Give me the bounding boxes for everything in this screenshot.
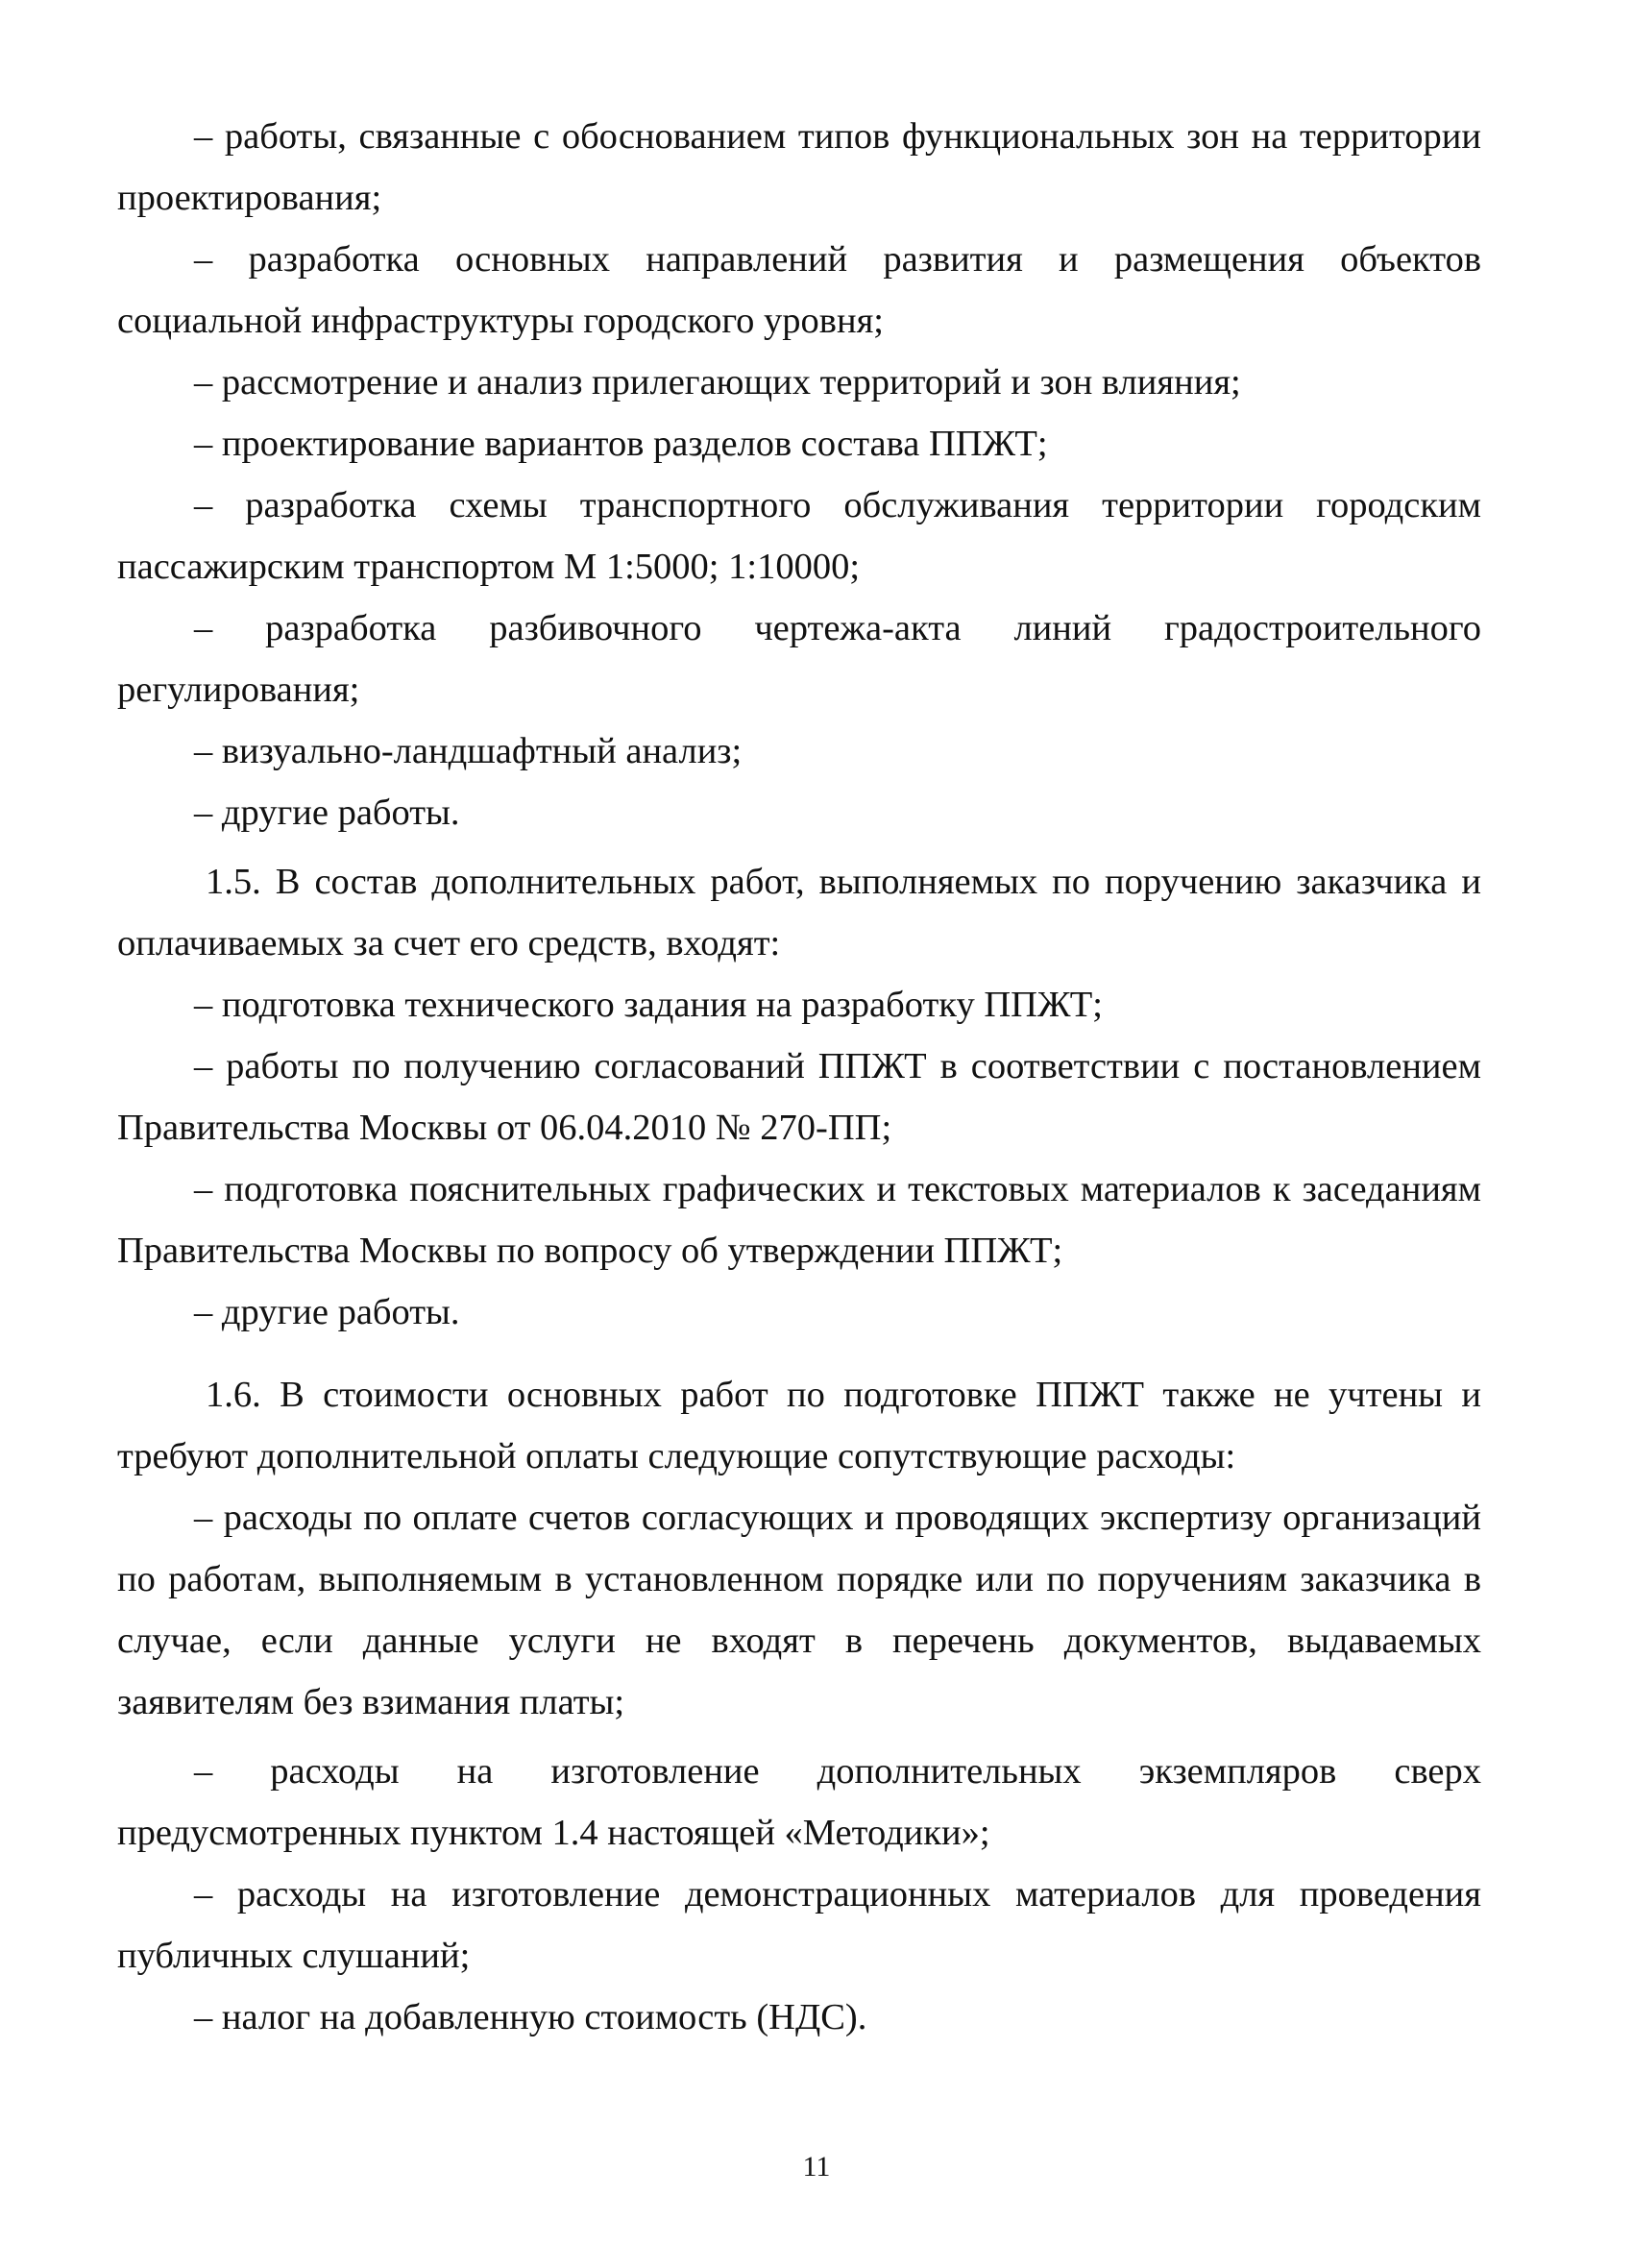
list-item: – разработка основных направлений развития и размещения объектов социальной инфраструктуры городского уровня; — [117, 239, 1481, 341]
list-item: – другие работы. — [194, 1292, 460, 1332]
list-item: – другие работы. — [194, 793, 460, 833]
section-paragraph-1-5: 1.5. В состав дополнительных работ, выполняемых по поручению заказчика и оплачиваемых за счет его средств, входят: — [117, 862, 1481, 963]
list-item: – расходы на изготовление дополнительных экземпляров сверх предусмотренных пунктом 1.4 настоящей «Методики»; — [117, 1751, 1481, 1853]
list-item: – расходы по оплате счетов согласующих и проводящих экспертизу организаций по работам, выполняемым в установленном порядке или по поручениям заказчика в случае, если данные услуги не входят в перечень документов, выдаваемых заявителям без взимания платы; — [117, 1498, 1481, 1722]
document-page — [117, 106, 1481, 2048]
section-paragraph-1-6: 1.6. В стоимости основных работ по подготовке ППЖТ также не учтены и требуют дополнительной оплаты следующие сопутствующие расходы: — [117, 1375, 1481, 1476]
list-item: – визуально-ландшафтный анализ; — [194, 731, 743, 771]
list-item: – работы, связанные с обоснованием типов функциональных зон на территории проектирования; — [117, 116, 1481, 218]
list-item: – рассмотрение и анализ прилегающих территорий и зон влияния; — [194, 362, 1241, 402]
list-item: – расходы на изготовление демонстрационных материалов для проведения публичных слушаний; — [117, 1874, 1481, 1976]
list-item: – подготовка технического задания на разработку ППЖТ; — [194, 985, 1103, 1025]
list-item: – проектирование вариантов разделов состава ППЖТ; — [194, 424, 1048, 464]
list-item: – налог на добавленную стоимость (НДС). — [194, 1997, 867, 2037]
page-number: 11 — [802, 2151, 831, 2183]
list-item: – разработка схемы транспортного обслуживания территории городским пассажирским транспортом М 1:5000; 1:10000; — [117, 485, 1481, 587]
list-item: – подготовка пояснительных графических и текстовых материалов к заседаниям Правительства Москвы по вопросу об утверждении ППЖТ; — [117, 1169, 1481, 1271]
list-item: – разработка разбивочного чертежа-акта линий градостроительного регулирования; — [117, 608, 1481, 710]
list-item: – работы по получению согласований ППЖТ в соответствии с постановлением Правительства Москвы от 06.04.2010 № 270-ПП; — [117, 1046, 1481, 1148]
